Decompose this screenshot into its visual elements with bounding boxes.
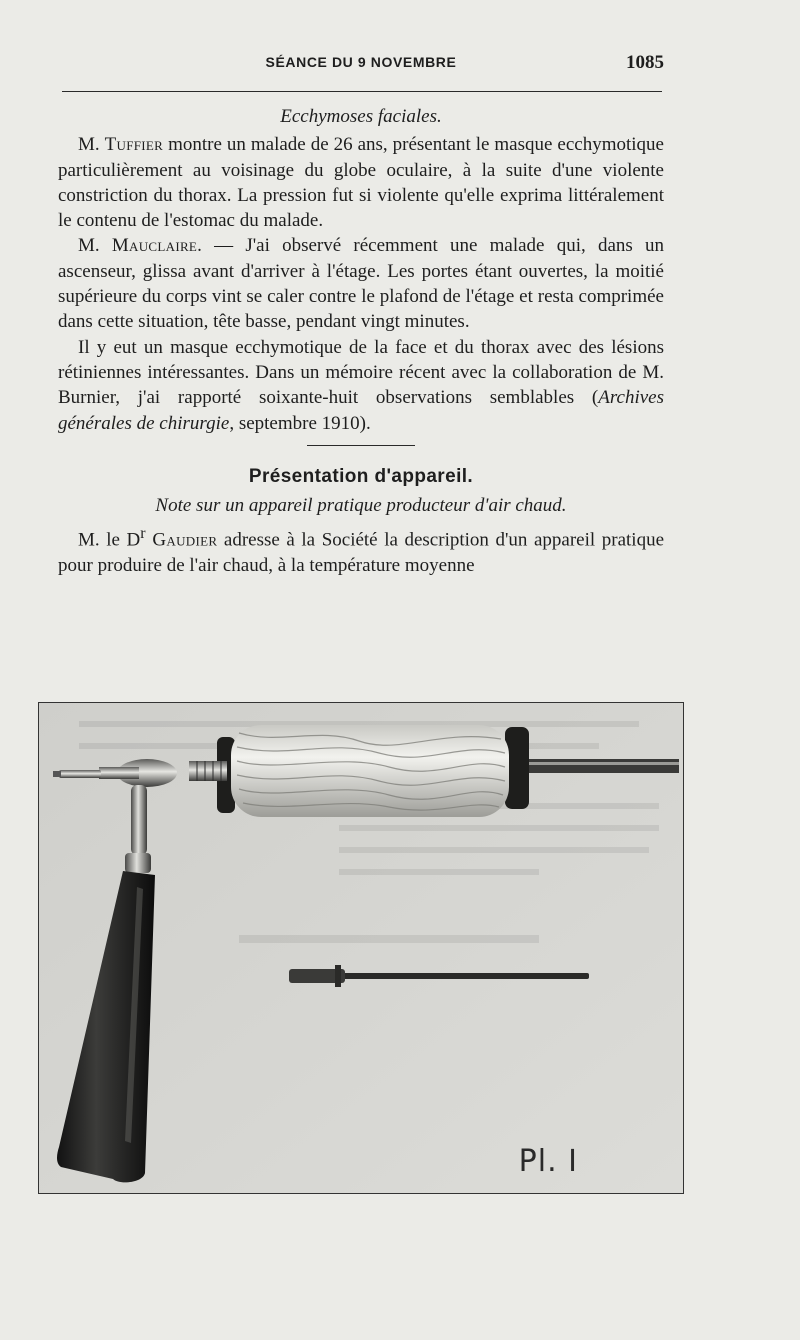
running-head xyxy=(58,52,664,74)
author-name-gaudier: Gaudier xyxy=(145,529,218,551)
nozzle-tip xyxy=(59,770,101,778)
rod-collar xyxy=(335,965,341,987)
journal-title: Archives générales de chirurgie xyxy=(58,387,664,434)
section-heading-presentation: Présentation d'appareil. xyxy=(248,465,474,487)
paragraph-lead: M. xyxy=(78,235,112,257)
paragraph-tuffier xyxy=(58,132,664,233)
author-name-mauclaire: Mauclaire xyxy=(111,235,198,257)
page-number: 1085 xyxy=(626,52,664,73)
apparatus-illustration xyxy=(39,703,684,1194)
section-divider xyxy=(307,445,415,446)
stem-ferrule xyxy=(125,853,151,873)
tube-icon xyxy=(529,759,679,773)
section-subheading: Note sur un appareil pratique producteur d'air chaud. xyxy=(155,495,567,517)
stem-icon xyxy=(131,785,147,855)
paragraph-text: , septembre 1910). xyxy=(229,412,371,434)
coil-icon xyxy=(231,725,509,817)
plate-photograph xyxy=(38,702,684,1194)
paragraph-text: montre un malade de 26 ans, présentant le masque ecchymotique particulièrement au voisinage du globe oculaire, à la suite d'une violente constriction du thorax. La pression fut si violente qu'elle exprima littéralement le contenu de l'estomac du malade. xyxy=(58,134,664,232)
header-rule xyxy=(62,91,662,92)
doctor-superscript: r xyxy=(140,525,146,543)
paragraph-text: Il y eut un masque ecchymotique de la face et du thorax avec des lésions rétiniennes intéressantes. Dans un mémoire récent avec la collaboration de M. Burnier, j'ai rapporté soixante-huit observations semblables ( xyxy=(58,336,664,409)
body-text xyxy=(58,104,664,578)
section-heading-ecchymoses: Ecchymoses faciales. xyxy=(280,106,442,127)
paragraph-text: . — J'ai observé récemment une malade qui, dans un ascenseur, glissa avant d'arriver à l'étage. Les portes étant ouvertes, la moitié supérieure du corps vint se caler contre le plafond de l'étage et resta comprimée dans cette situation, tête basse, pendant vingt minutes. xyxy=(58,235,664,333)
nozzle-end xyxy=(53,771,61,777)
paragraph-gaudier xyxy=(58,521,664,578)
author-name-tuffier: Tuffier xyxy=(104,134,164,156)
paragraph-lead: M. le D xyxy=(78,529,141,551)
paragraph-mauclaire xyxy=(58,233,664,334)
plate-label: Pl. I xyxy=(518,1144,578,1179)
tube-highlight xyxy=(529,762,679,765)
nozzle-icon xyxy=(99,767,139,779)
paragraph-masque xyxy=(58,335,664,436)
running-title: SÉANCE DU 9 NOVEMBRE xyxy=(265,54,457,70)
paragraph-lead: M. xyxy=(78,134,105,156)
paragraph-text: adresse à la Société la description d'un appareil pratique pour produire de l'air chaud, à la température moyenne xyxy=(58,529,664,577)
